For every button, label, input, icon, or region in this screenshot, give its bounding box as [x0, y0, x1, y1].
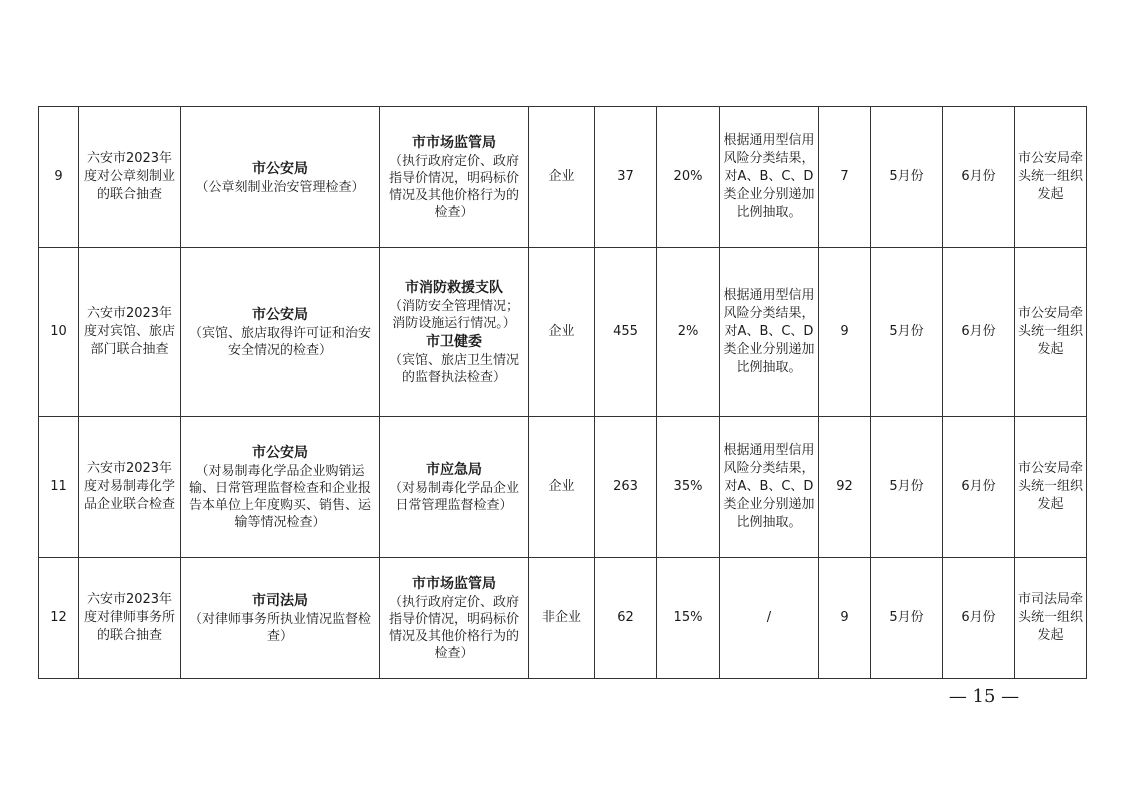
lead-desc: （公章刻制业治安管理检查） — [195, 179, 365, 195]
lead-org: 市司法局 — [252, 593, 308, 609]
end-month: 6月份 — [943, 107, 1015, 248]
start-month: 5月份 — [871, 248, 943, 417]
row-index: 12 — [39, 558, 79, 679]
joint-org: 市应急局 — [426, 462, 482, 478]
joint-org: 市市场监管局 — [412, 576, 496, 592]
object-type: 企业 — [529, 417, 595, 558]
object-type: 企业 — [529, 248, 595, 417]
object-count: 62 — [595, 558, 657, 679]
joint-desc: （消防安全管理情况；消防设施运行情况。） — [388, 299, 519, 331]
sampling-method: / — [720, 558, 819, 679]
joint-desc: （执行政府定价、政府指导价情况，明码标价情况及其他价格行为的检查） — [388, 595, 519, 661]
joint-org: 市卫健委 — [426, 334, 482, 350]
sampling-ratio: 15% — [657, 558, 720, 679]
table-row — [39, 107, 1087, 248]
start-month: 5月份 — [871, 417, 943, 558]
task-name: 六安市2023年度对易制毒化学品企业联合检查 — [79, 417, 181, 558]
lead-department — [181, 248, 380, 417]
note: 市公安局牵头统一组织发起 — [1015, 417, 1087, 558]
sampling-ratio: 20% — [657, 107, 720, 248]
joint-desc: （宾馆、旅店卫生情况的监督执法检查） — [388, 353, 519, 385]
joint-desc: （对易制毒化学品企业日常管理监督检查） — [388, 481, 519, 513]
page-number: — 15 — — [948, 686, 1020, 707]
task-name: 六安市2023年度对律师事务所的联合抽查 — [79, 558, 181, 679]
end-month: 6月份 — [943, 248, 1015, 417]
object-type: 非企业 — [529, 558, 595, 679]
object-type: 企业 — [529, 107, 595, 248]
note: 市司法局牵头统一组织发起 — [1015, 558, 1087, 679]
joint-org: 市消防救援支队 — [405, 280, 503, 296]
table-row — [39, 417, 1087, 558]
lead-desc: （宾馆、旅店取得许可证和治安安全情况的检查） — [188, 326, 371, 358]
sample-count: 92 — [819, 417, 871, 558]
row-index: 9 — [39, 107, 79, 248]
lead-org: 市公安局 — [252, 160, 308, 177]
joint-org: 市市场监管局 — [412, 135, 496, 151]
task-name: 六安市2023年度对宾馆、旅店部门联合抽查 — [79, 248, 181, 417]
lead-desc: （对律师事务所执业情况监督检查） — [188, 612, 371, 644]
start-month: 5月份 — [871, 558, 943, 679]
joint-departments — [380, 558, 529, 679]
task-name: 六安市2023年度对公章刻制业的联合抽查 — [79, 107, 181, 248]
row-index: 11 — [39, 417, 79, 558]
sampling-method: 根据通用型信用风险分类结果，对A、B、C、D类企业分别递加比例抽取。 — [720, 107, 819, 248]
lead-department — [181, 107, 380, 248]
lead-desc: （对易制毒化学品企业购销运输、日常管理监督检查和企业报告本单位上年度购买、销售、运输等情况检查） — [188, 464, 371, 530]
row-index: 10 — [39, 248, 79, 417]
table-row — [39, 558, 1087, 679]
sample-count: 9 — [819, 248, 871, 417]
start-month: 5月份 — [871, 107, 943, 248]
note: 市公安局牵头统一组织发起 — [1015, 107, 1087, 248]
joint-departments — [380, 248, 529, 417]
inspection-plan-table — [38, 106, 1087, 679]
end-month: 6月份 — [943, 558, 1015, 679]
joint-departments — [380, 417, 529, 558]
lead-org: 市公安局 — [252, 307, 308, 323]
end-month: 6月份 — [943, 417, 1015, 558]
table-row — [39, 248, 1087, 417]
sampling-ratio: 35% — [657, 417, 720, 558]
lead-department — [181, 417, 380, 558]
sampling-method: 根据通用型信用风险分类结果，对A、B、C、D类企业分别递加比例抽取。 — [720, 248, 819, 417]
object-count: 37 — [595, 107, 657, 248]
sample-count: 9 — [819, 558, 871, 679]
joint-departments — [380, 107, 529, 248]
joint-desc: （执行政府定价、政府指导价情况，明码标价情况及其他价格行为的检查） — [388, 154, 519, 220]
lead-org: 市公安局 — [252, 445, 308, 461]
sampling-ratio: 2% — [657, 248, 720, 417]
object-count: 263 — [595, 417, 657, 558]
lead-department — [181, 558, 380, 679]
sampling-method: 根据通用型信用风险分类结果，对A、B、C、D类企业分别递加比例抽取。 — [720, 417, 819, 558]
object-count: 455 — [595, 248, 657, 417]
sample-count: 7 — [819, 107, 871, 248]
note: 市公安局牵头统一组织发起 — [1015, 248, 1087, 417]
